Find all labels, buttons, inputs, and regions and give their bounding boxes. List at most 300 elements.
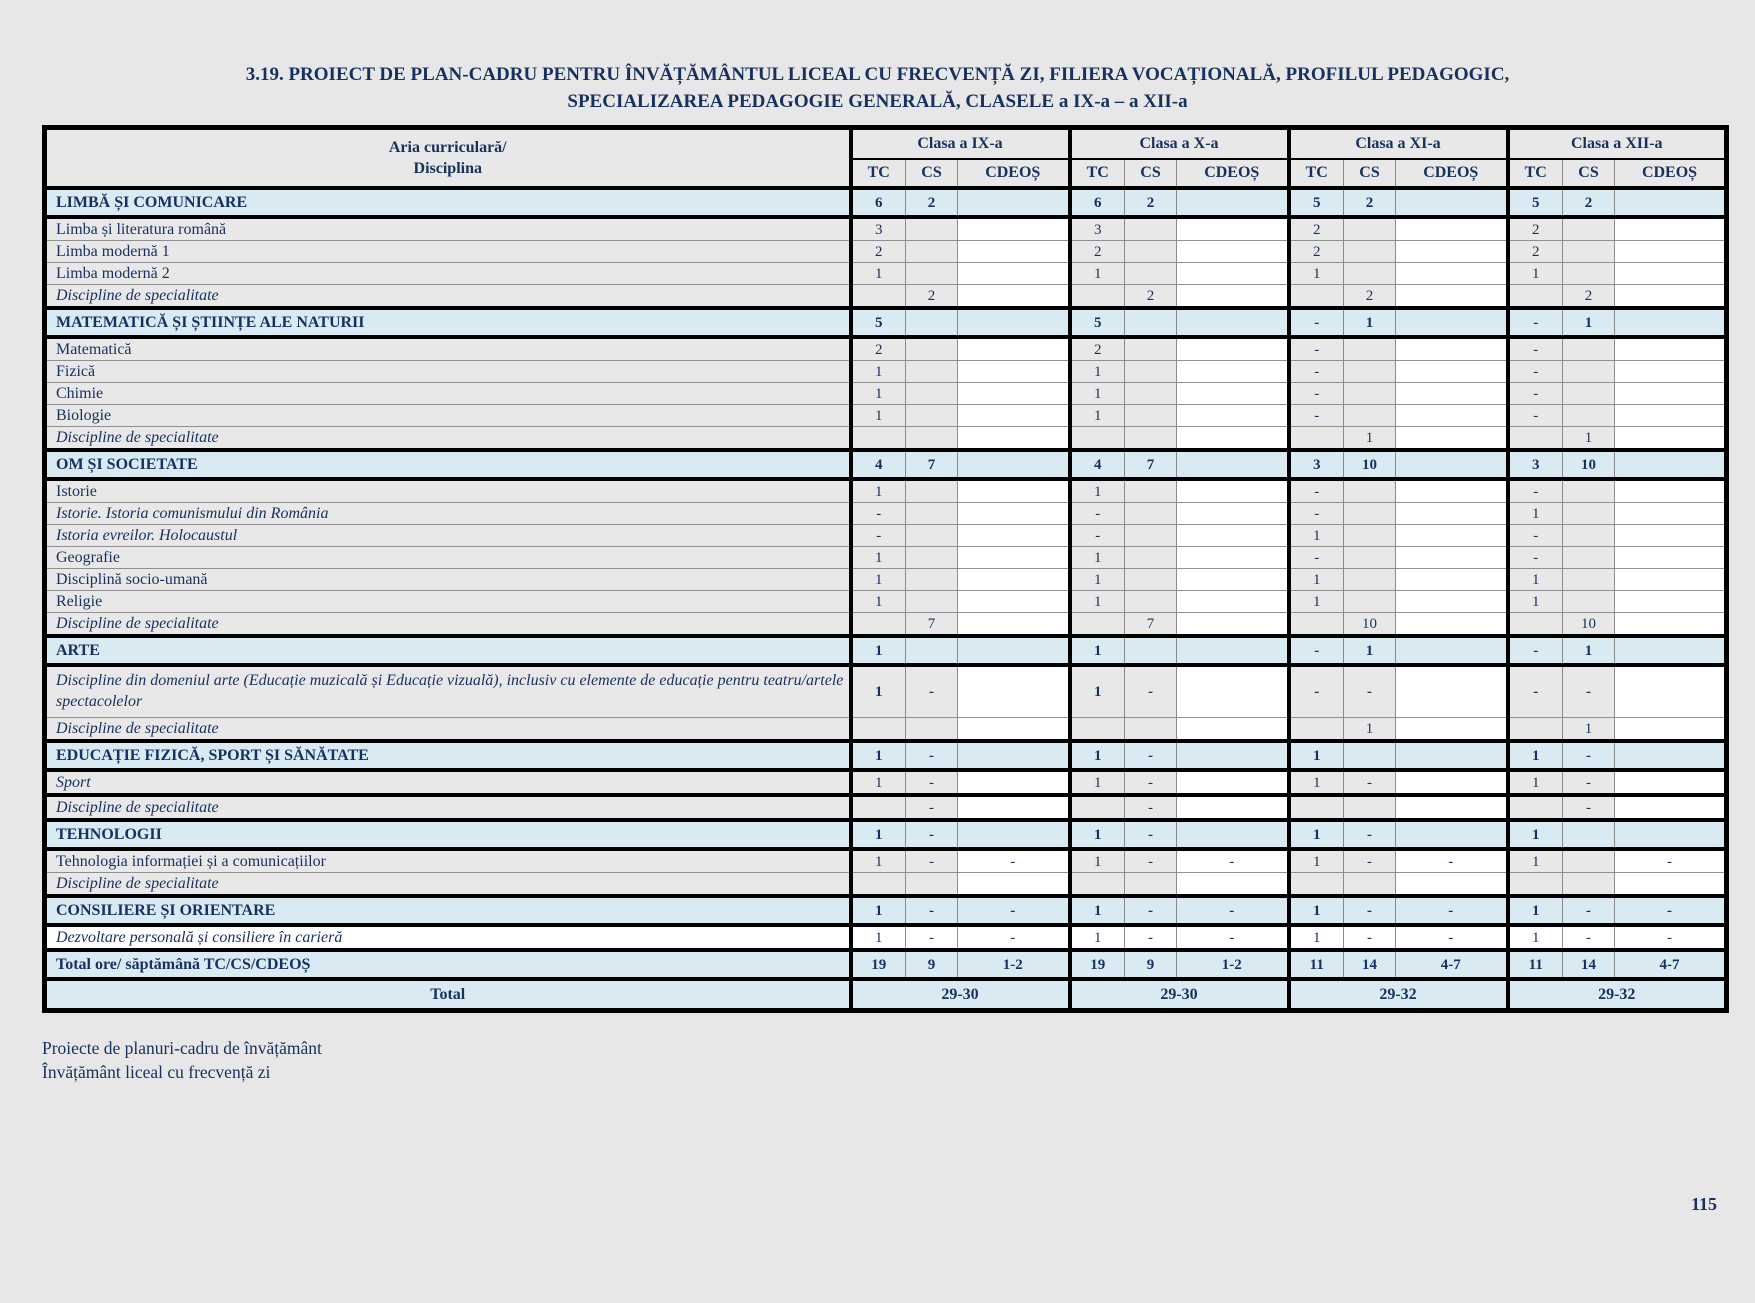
cell (1125, 636, 1177, 665)
cell: 1 (1289, 896, 1344, 925)
cell: - (1344, 849, 1396, 873)
cell: 3 (851, 217, 906, 241)
cell: - (1289, 405, 1344, 427)
cell (1070, 718, 1125, 742)
cell: - (1563, 795, 1615, 820)
cell (1344, 503, 1396, 525)
cell (1344, 479, 1396, 503)
cell (1177, 285, 1289, 309)
row-label: Fizică (45, 361, 851, 383)
cell (1177, 503, 1289, 525)
cell: 1 (1508, 263, 1563, 285)
footer-line-2: Învățământ liceal cu frecvență zi (42, 1061, 271, 1082)
cell (1615, 285, 1727, 309)
cell (906, 383, 958, 405)
sub-header-cdeoș: CDEOȘ (958, 159, 1070, 188)
cell: 4-7 (1615, 950, 1727, 979)
cell: 2 (1289, 241, 1344, 263)
cell: 5 (1070, 308, 1125, 337)
cell: 2 (1289, 217, 1344, 241)
cell: - (1070, 525, 1125, 547)
cell (1563, 547, 1615, 569)
cell: - (1508, 361, 1563, 383)
cell (1177, 241, 1289, 263)
cell: - (1615, 896, 1727, 925)
table-row (45, 285, 1727, 309)
cell (1177, 479, 1289, 503)
cell: - (958, 849, 1070, 873)
cell (1396, 613, 1508, 637)
cell: - (1508, 405, 1563, 427)
cell: 1 (1070, 405, 1125, 427)
cell: 1 (1344, 636, 1396, 665)
cell (1177, 569, 1289, 591)
cell (1615, 361, 1727, 383)
cell: 1-2 (958, 950, 1070, 979)
cell (1344, 569, 1396, 591)
row-label: Discipline de specialitate (45, 427, 851, 451)
cell: - (1344, 820, 1396, 849)
cell: 10 (1344, 613, 1396, 637)
cell: 2 (1344, 285, 1396, 309)
cell: - (1177, 925, 1289, 950)
sub-header-cdeoș: CDEOȘ (1177, 159, 1289, 188)
cell: 1 (1070, 849, 1125, 873)
cell (1070, 613, 1125, 637)
cell (1177, 665, 1289, 718)
cell (1177, 188, 1289, 217)
row-label: Religie (45, 591, 851, 613)
row-label: Discipline de specialitate (45, 285, 851, 309)
cell (1344, 241, 1396, 263)
cell: 11 (1289, 950, 1344, 979)
cell: 10 (1563, 613, 1615, 637)
cell (958, 636, 1070, 665)
cell (1396, 795, 1508, 820)
cell (958, 873, 1070, 897)
cell: 6 (1070, 188, 1125, 217)
table-row (45, 950, 1727, 979)
cell: - (906, 770, 958, 795)
table-row (45, 427, 1727, 451)
cell (1344, 741, 1396, 770)
cell: - (1615, 925, 1727, 950)
cell (1125, 479, 1177, 503)
cell: 1 (1289, 569, 1344, 591)
cell (906, 503, 958, 525)
cell (1177, 263, 1289, 285)
cell (1125, 525, 1177, 547)
row-label: Istorie (45, 479, 851, 503)
class-header-2: Clasa a X-a (1070, 128, 1289, 160)
cell: 4 (1070, 450, 1125, 479)
grand-total-cell: 29-32 (1289, 979, 1508, 1011)
cell: - (958, 925, 1070, 950)
table-row (45, 636, 1727, 665)
cell: 2 (1563, 285, 1615, 309)
cell: - (1289, 503, 1344, 525)
table-row (45, 795, 1727, 820)
class-header-4: Clasa a XII-a (1508, 128, 1727, 160)
cell (1177, 636, 1289, 665)
cell (958, 665, 1070, 718)
table-row (45, 741, 1727, 770)
cell (1563, 263, 1615, 285)
cell: 1 (851, 263, 906, 285)
cell: - (1289, 547, 1344, 569)
cell: 1 (1508, 591, 1563, 613)
row-label: Chimie (45, 383, 851, 405)
cell (1508, 613, 1563, 637)
cell (1344, 405, 1396, 427)
cell: - (1344, 896, 1396, 925)
cell (1615, 547, 1727, 569)
cell: - (1289, 337, 1344, 361)
cell (906, 263, 958, 285)
cell (958, 525, 1070, 547)
cell: 1 (851, 569, 906, 591)
cell (1563, 217, 1615, 241)
cell (958, 405, 1070, 427)
cell (1396, 741, 1508, 770)
cell (1563, 503, 1615, 525)
cell (1615, 188, 1727, 217)
cell: 1 (1344, 427, 1396, 451)
cell (1563, 820, 1615, 849)
cell (1615, 613, 1727, 637)
cell: 1-2 (1177, 950, 1289, 979)
cell (906, 241, 958, 263)
row-label: CONSILIERE ȘI ORIENTARE (45, 896, 851, 925)
cell: 7 (1125, 450, 1177, 479)
cell: - (1289, 308, 1344, 337)
curriculum-table (42, 125, 1729, 1013)
sub-header-tc: TC (1508, 159, 1563, 188)
cell: 1 (851, 896, 906, 925)
cell (1125, 361, 1177, 383)
cell (958, 795, 1070, 820)
grand-total-cell: 29-30 (1070, 979, 1289, 1011)
cell: 1 (1508, 896, 1563, 925)
cell: 14 (1563, 950, 1615, 979)
cell: 1 (1289, 525, 1344, 547)
cell (1177, 770, 1289, 795)
cell (1396, 479, 1508, 503)
cell (906, 427, 958, 451)
cell: 1 (851, 925, 906, 950)
cell (1125, 383, 1177, 405)
cell: 1 (851, 636, 906, 665)
table-row (45, 450, 1727, 479)
cell (1177, 450, 1289, 479)
cell: 1 (1289, 263, 1344, 285)
cell (1344, 547, 1396, 569)
row-label: Discipline de specialitate (45, 873, 851, 897)
cell: 1 (1070, 569, 1125, 591)
cell: 5 (851, 308, 906, 337)
cell (1615, 770, 1727, 795)
cell (1125, 405, 1177, 427)
cell (1125, 591, 1177, 613)
cell: 1 (851, 849, 906, 873)
cell (958, 718, 1070, 742)
table-row (45, 361, 1727, 383)
cell (1396, 569, 1508, 591)
cell: 1 (1344, 308, 1396, 337)
cell (1615, 873, 1727, 897)
cell: 1 (1289, 741, 1344, 770)
cell: 1 (1508, 925, 1563, 950)
cell (1615, 718, 1727, 742)
class-header-1: Clasa a IX-a (851, 128, 1070, 160)
cell: 9 (1125, 950, 1177, 979)
cell: 1 (851, 383, 906, 405)
table-row (45, 241, 1727, 263)
class-header-3: Clasa a XI-a (1289, 128, 1508, 160)
sub-header-cs: CS (1125, 159, 1177, 188)
cell (958, 361, 1070, 383)
cell: - (1125, 925, 1177, 950)
table-row (45, 770, 1727, 795)
cell (1125, 569, 1177, 591)
cell: 3 (1508, 450, 1563, 479)
cell (851, 795, 906, 820)
cell (1177, 308, 1289, 337)
cell: 1 (1563, 718, 1615, 742)
cell (1563, 525, 1615, 547)
title-line-2: SPECIALIZAREA PEDAGOGIE GENERALĂ, CLASELE a IX-a – a XII-a (567, 90, 1188, 112)
sub-header-tc: TC (1289, 159, 1344, 188)
cell: 2 (906, 188, 958, 217)
cell: 19 (1070, 950, 1125, 979)
cell (958, 770, 1070, 795)
sub-header-cs: CS (906, 159, 958, 188)
sub-header-cdeoș: CDEOȘ (1615, 159, 1727, 188)
cell: - (906, 665, 958, 718)
cell: - (1508, 479, 1563, 503)
cell: - (1508, 547, 1563, 569)
footer-note (42, 1037, 1755, 1084)
cell (1070, 795, 1125, 820)
cell (906, 569, 958, 591)
cell (1563, 383, 1615, 405)
cell (1289, 427, 1344, 451)
table-row (45, 337, 1727, 361)
cell: 1 (1070, 591, 1125, 613)
cell: - (1125, 770, 1177, 795)
cell (958, 613, 1070, 637)
cell: - (1508, 665, 1563, 718)
row-label: TEHNOLOGII (45, 820, 851, 849)
cell (1289, 718, 1344, 742)
cell (1177, 547, 1289, 569)
cell: 1 (1289, 770, 1344, 795)
grand-total-row (45, 979, 1727, 1011)
cell (1396, 308, 1508, 337)
table-row (45, 547, 1727, 569)
cell: 7 (906, 450, 958, 479)
cell: 2 (1125, 188, 1177, 217)
table-row (45, 188, 1727, 217)
cell: 6 (851, 188, 906, 217)
table-row (45, 896, 1727, 925)
table-row (45, 569, 1727, 591)
cell (906, 217, 958, 241)
cell: 1 (1070, 479, 1125, 503)
cell: 1 (1070, 636, 1125, 665)
cell (1615, 795, 1727, 820)
cell (1615, 383, 1727, 405)
cell (1508, 795, 1563, 820)
cell: - (1563, 896, 1615, 925)
cell (958, 741, 1070, 770)
cell: - (1396, 925, 1508, 950)
cell (1344, 591, 1396, 613)
cell (1177, 820, 1289, 849)
cell (958, 427, 1070, 451)
cell (1508, 427, 1563, 451)
cell (906, 591, 958, 613)
cell (1615, 503, 1727, 525)
cell (1177, 217, 1289, 241)
cell (1396, 636, 1508, 665)
cell: 1 (1070, 383, 1125, 405)
cell: 1 (1563, 636, 1615, 665)
cell (958, 591, 1070, 613)
cell (1396, 427, 1508, 451)
cell (1177, 405, 1289, 427)
cell (1396, 665, 1508, 718)
cell: - (1125, 820, 1177, 849)
cell: 1 (851, 665, 906, 718)
cell (958, 569, 1070, 591)
cell (851, 873, 906, 897)
cell (958, 479, 1070, 503)
cell (1289, 613, 1344, 637)
cell: 1 (851, 405, 906, 427)
cell (906, 873, 958, 897)
cell (1396, 405, 1508, 427)
cell (1563, 405, 1615, 427)
cell: 1 (1508, 770, 1563, 795)
cell: 1 (851, 741, 906, 770)
sub-header-tc: TC (1070, 159, 1125, 188)
cell (851, 427, 906, 451)
cell: 1 (1563, 308, 1615, 337)
sub-header-cdeoș: CDEOȘ (1396, 159, 1508, 188)
cell (1396, 525, 1508, 547)
cell (1563, 849, 1615, 873)
cell: 1 (1289, 591, 1344, 613)
cell (1615, 308, 1727, 337)
cell (1289, 795, 1344, 820)
cell (1070, 873, 1125, 897)
cell: - (1508, 525, 1563, 547)
cell (1615, 591, 1727, 613)
table-row (45, 217, 1727, 241)
cell (1615, 525, 1727, 547)
cell (1344, 361, 1396, 383)
table-row (45, 718, 1727, 742)
cell (1396, 591, 1508, 613)
row-label: OM ȘI SOCIETATE (45, 450, 851, 479)
cell (958, 308, 1070, 337)
table-row (45, 479, 1727, 503)
cell: 1 (1508, 849, 1563, 873)
row-label: Total ore/ săptămână TC/CS/CDEOȘ (45, 950, 851, 979)
row-label: Discipline de specialitate (45, 795, 851, 820)
cell: - (1563, 925, 1615, 950)
cell (1563, 479, 1615, 503)
cell (1289, 285, 1344, 309)
cell (1563, 241, 1615, 263)
cell (1396, 547, 1508, 569)
cell (1125, 427, 1177, 451)
cell (906, 718, 958, 742)
row-label: Discipline de specialitate (45, 613, 851, 637)
row-label: Matematică (45, 337, 851, 361)
cell (1615, 217, 1727, 241)
cell (1177, 613, 1289, 637)
cell (958, 337, 1070, 361)
row-label: Istorie. Istoria comunismului din România (45, 503, 851, 525)
cell (1177, 525, 1289, 547)
cell (1396, 361, 1508, 383)
cell (1396, 770, 1508, 795)
cell (1615, 263, 1727, 285)
cell: 1 (851, 547, 906, 569)
cell (906, 361, 958, 383)
cell: 1 (851, 770, 906, 795)
cell (1289, 873, 1344, 897)
cell (1615, 337, 1727, 361)
cell (1563, 591, 1615, 613)
cell: - (1289, 665, 1344, 718)
row-label: Geografie (45, 547, 851, 569)
cell (1125, 217, 1177, 241)
table-row (45, 405, 1727, 427)
cell (1563, 569, 1615, 591)
cell (1070, 427, 1125, 451)
row-label: LIMBĂ ȘI COMUNICARE (45, 188, 851, 217)
cell (906, 337, 958, 361)
table-row (45, 820, 1727, 849)
cell: - (1070, 503, 1125, 525)
table-row (45, 849, 1727, 873)
cell (906, 525, 958, 547)
cell (1344, 525, 1396, 547)
row-label: Discipline de specialitate (45, 718, 851, 742)
corner-header: Aria curriculară/ Disciplina (45, 128, 851, 189)
cell (958, 263, 1070, 285)
cell: - (906, 741, 958, 770)
cell (1615, 479, 1727, 503)
cell (1070, 285, 1125, 309)
row-label: Tehnologia informației și a comunicațiilor (45, 849, 851, 873)
cell: - (1396, 849, 1508, 873)
cell (958, 503, 1070, 525)
table-row (45, 503, 1727, 525)
cell (906, 547, 958, 569)
table-body (45, 188, 1727, 1011)
cell: 1 (1508, 741, 1563, 770)
cell: - (906, 795, 958, 820)
cell: - (1125, 665, 1177, 718)
page-number: 115 (1690, 1194, 1717, 1214)
sub-header-cs: CS (1563, 159, 1615, 188)
cell (1615, 405, 1727, 427)
cell (1396, 718, 1508, 742)
